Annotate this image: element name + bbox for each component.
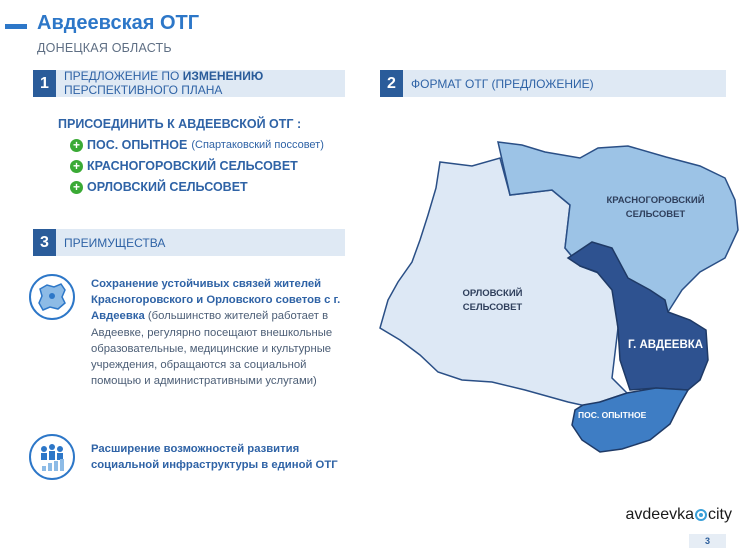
map-label-krasnogorovskiy: КРАСНОГОРОВСКИЙ СЕЛЬСОВЕТ (606, 195, 705, 220)
section-1-label (64, 70, 263, 97)
advantage-1-highlight: Сохранение устойчивых связей жителей Красногоровского и Орловского советов с г. Авдеевка (91, 278, 341, 323)
join-title: ПРИСОЕДИНИТЬ К АВДЕЕВСКОЙ ОТГ : (58, 117, 302, 131)
join-item-name: ПОС. ОПЫТНОЕ (87, 138, 188, 152)
otg-map (370, 135, 750, 480)
join-item-note: (Спартаковский поссовет) (191, 139, 324, 151)
section-1-label-bold: ИЗМЕНЕНИЮ (182, 69, 264, 83)
plus-circle-icon: + (70, 181, 83, 194)
advantage-1 (91, 276, 341, 389)
join-item-orlovskiy (70, 179, 248, 195)
watermark (626, 506, 733, 524)
map-label-avdeevka: Г. АВДЕЕВКА (628, 339, 704, 351)
map-region-icon (29, 274, 75, 320)
join-item-name: ОРЛОВСКИЙ СЕЛЬСОВЕТ (87, 180, 248, 194)
section-1-label-line2: ПЕРСПЕКТИВНОГО ПЛАНА (64, 82, 223, 97)
section-3-header (33, 229, 345, 256)
advantage-2-highlight: Расширение возможностей развития социальной инфраструктуры в единой ОТГ (91, 443, 338, 472)
section-1-header (33, 70, 345, 97)
watermark-suffix: city (708, 506, 732, 523)
section-1-number: 1 (33, 70, 56, 97)
page-subtitle: ДОНЕЦКАЯ ОБЛАСТЬ (37, 41, 172, 55)
join-item-krasnogorovskiy (70, 158, 298, 174)
page-title: Авдеевская ОТГ (37, 12, 200, 34)
plus-circle-icon: + (70, 160, 83, 173)
watermark-prefix: avdeevka (625, 506, 694, 523)
advantage-1-text: (большинство жителей работает в Авдеевке, регулярно посещают внешкольные образовательные, медицинские и культурные учреждения, обращаются за социальной помощью и административными услугами) (91, 310, 333, 388)
title-accent-bar (5, 24, 27, 29)
join-item-opytnoe (70, 137, 324, 153)
section-2-header (380, 70, 726, 97)
map-label-orlovskiy: ОРЛОВСКИЙ СЕЛЬСОВЕТ (462, 288, 523, 313)
watermark-dot-icon (695, 509, 707, 521)
plus-circle-icon: + (70, 139, 83, 152)
advantage-2 (91, 441, 341, 473)
section-3-number: 3 (33, 229, 56, 256)
join-item-name: КРАСНОГОРОВСКИЙ СЕЛЬСОВЕТ (87, 159, 298, 173)
map-label-opytnoe: ПОС. ОПЫТНОЕ (578, 410, 647, 420)
section-3-label: ПРЕИМУЩЕСТВА (64, 236, 166, 250)
community-growth-icon (29, 434, 75, 480)
section-2-label: ФОРМАТ ОТГ (ПРЕДЛОЖЕНИЕ) (411, 77, 594, 91)
section-2-number: 2 (380, 70, 403, 97)
section-1-label-prefix: ПРЕДЛОЖЕНИЕ ПО (64, 69, 183, 83)
page-number: 3 (689, 534, 726, 548)
